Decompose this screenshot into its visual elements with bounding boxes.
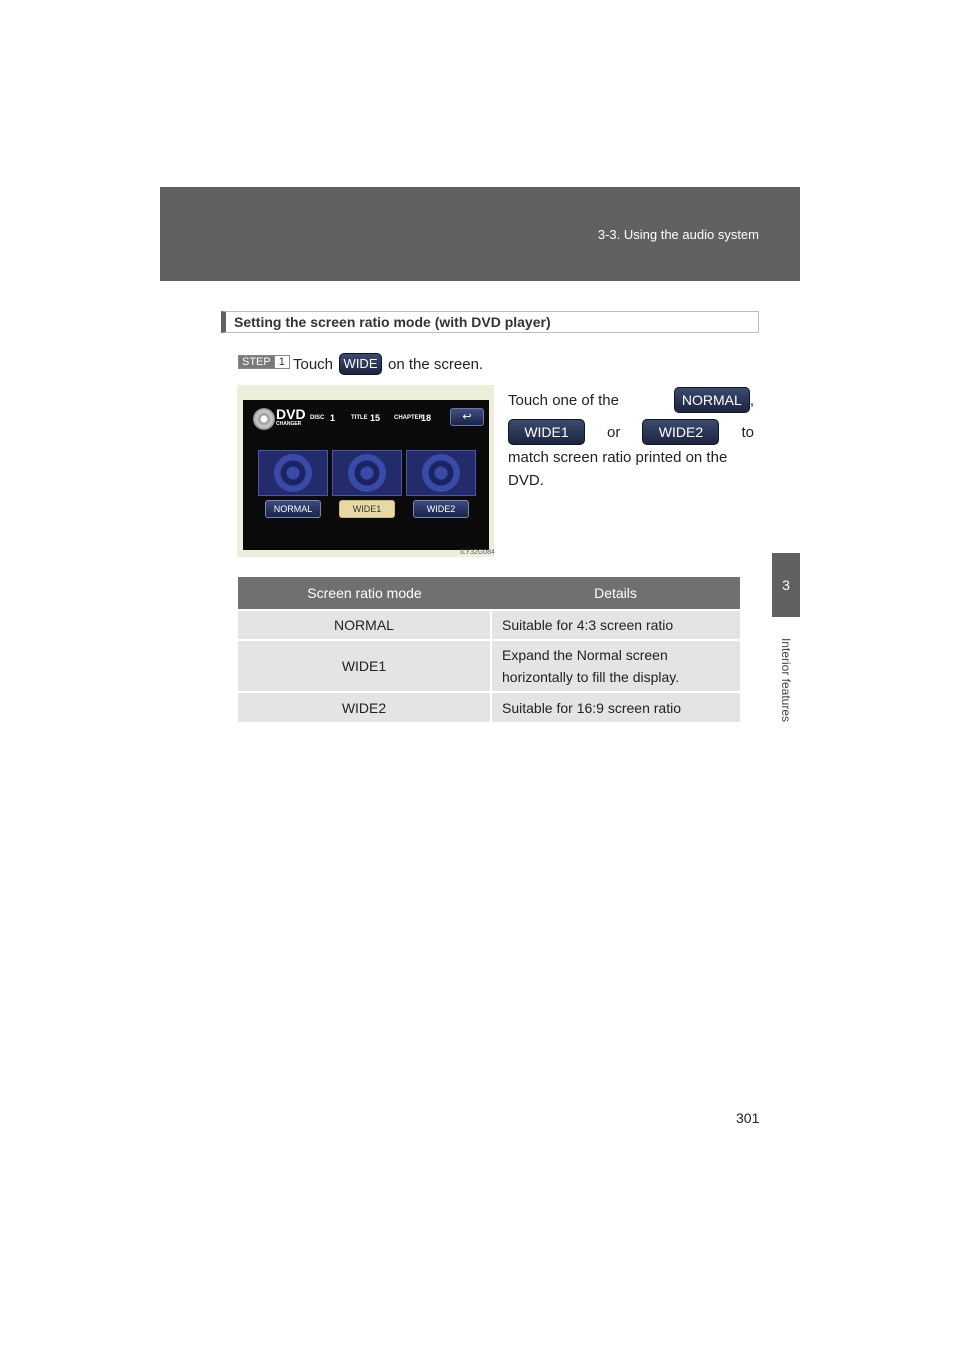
normal-ratio-pattern — [258, 450, 328, 496]
step-number: 1 — [274, 356, 289, 368]
step-2-text-a: Touch one of the — [508, 391, 619, 409]
detail-cell: Suitable for 4:3 screen ratio — [491, 610, 740, 640]
screen-normal-button[interactable]: NORMAL — [265, 500, 321, 518]
step-1-text-before: Touch — [293, 355, 334, 373]
step-2-text-c: DVD. — [508, 472, 544, 489]
comma: , — [749, 391, 754, 409]
section-heading: 3-3. Using the audio system — [597, 227, 759, 242]
wide2-ratio-pattern — [406, 450, 476, 496]
table-row — [238, 640, 740, 692]
text-or: or — [607, 423, 621, 441]
title-label: TITLE — [351, 415, 368, 421]
mode-cell: NORMAL — [238, 610, 491, 640]
table-header-row — [238, 577, 740, 610]
column-header-mode: Screen ratio mode — [238, 577, 491, 610]
detail-cell: Suitable for 16:9 screen ratio — [491, 692, 740, 722]
step-1-text-after: on the screen. — [388, 355, 484, 373]
screen-title: DVD — [276, 406, 306, 422]
step-2-text-b: match screen ratio printed on the — [508, 449, 728, 466]
wide-button[interactable]: WIDE — [339, 353, 382, 375]
table-row — [238, 610, 740, 640]
step-2-line-2 — [508, 419, 754, 445]
title-value: 15 — [370, 413, 381, 423]
step-2-line-3 — [508, 446, 754, 492]
screen-wide2-button[interactable]: WIDE2 — [413, 500, 469, 518]
chapter-tab: 3 — [772, 553, 800, 617]
detail-cell — [491, 640, 740, 692]
figure-id: ILY32G084 — [460, 549, 495, 556]
step-word: STEP — [239, 356, 274, 368]
step-1-badge — [238, 355, 290, 369]
back-button-icon[interactable]: ↩ — [450, 408, 484, 426]
wide1-ratio-pattern — [332, 450, 402, 496]
page-header — [160, 187, 800, 281]
section-title: Setting the screen ratio mode (with DVD player) — [221, 311, 759, 333]
chapter-label: Interior features — [779, 637, 793, 723]
wide2-button[interactable]: WIDE2 — [642, 419, 719, 445]
screen-ratio-table — [238, 577, 740, 722]
page-number: 301 — [736, 1110, 760, 1126]
screen-subtitle: CHANGER — [276, 421, 302, 427]
text-to: to — [741, 423, 754, 441]
step-1-text — [293, 353, 483, 375]
chapter-label: CHAPTER — [394, 415, 424, 421]
wide1-button[interactable]: WIDE1 — [508, 419, 585, 445]
normal-button[interactable]: NORMAL — [674, 387, 750, 413]
detail-line-2: horizontally to fill the display. — [502, 669, 680, 685]
column-header-details: Details — [491, 577, 740, 610]
disc-value: 1 — [330, 413, 336, 423]
disc-icon — [253, 408, 275, 430]
detail-line-1: Expand the Normal screen — [502, 647, 668, 663]
chapter-value: 18 — [421, 413, 432, 423]
dvd-screen-illustration — [243, 400, 489, 550]
screen-wide1-button[interactable]: WIDE1 — [339, 500, 395, 518]
step-2-line-1 — [508, 387, 754, 413]
table-row — [238, 692, 740, 722]
mode-cell: WIDE2 — [238, 692, 491, 722]
mode-cell: WIDE1 — [238, 640, 491, 692]
disc-label: DISC — [310, 415, 325, 421]
